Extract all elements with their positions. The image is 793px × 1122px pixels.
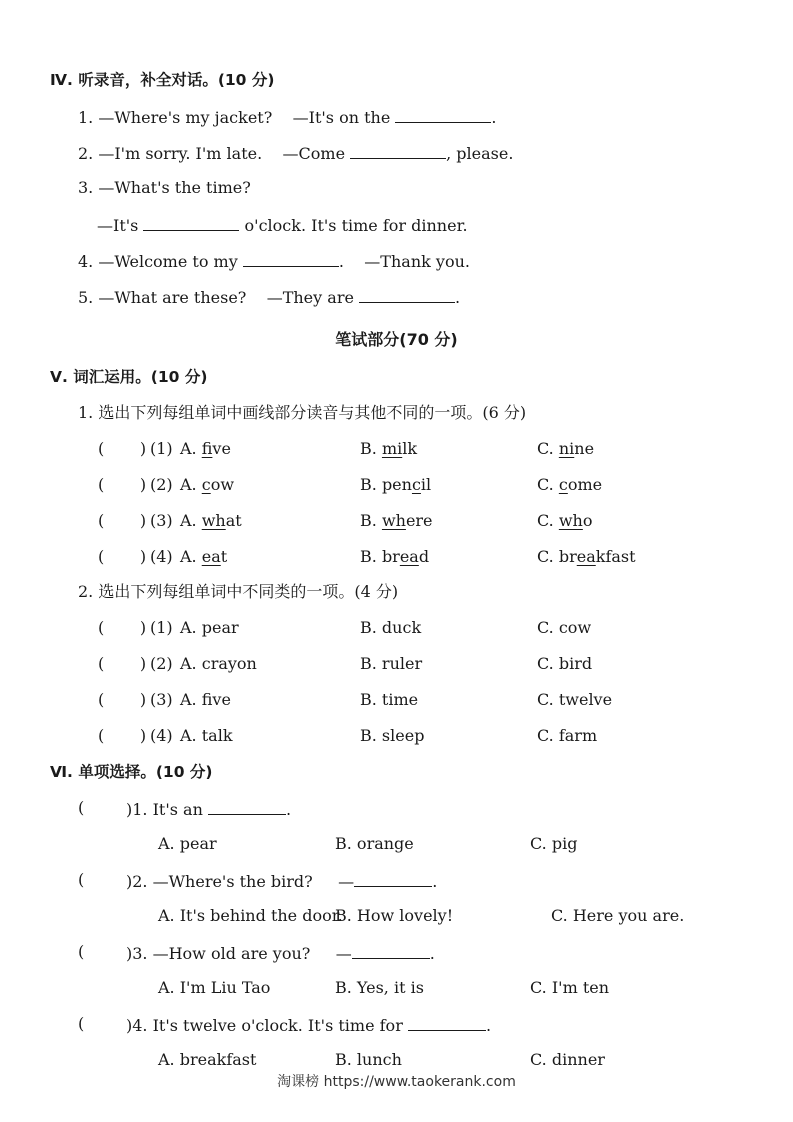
item-number: (4) [150,726,173,745]
answer-paren[interactable]: ( [78,798,85,817]
section6-title: Ⅵ. 单项选择。(10 分) [50,763,213,781]
answer-paren[interactable]: ( ) [98,618,147,637]
option-c[interactable]: C. cow [537,618,592,637]
answer-paren[interactable]: ( ) [98,654,147,673]
s4-item-3: 3. —What's the time? [78,178,251,197]
section4-title: Ⅳ. 听录音，补全对话。(10 分) [50,71,275,89]
item-number: (3) [150,511,173,530]
option-c[interactable]: C. nine [537,439,595,458]
option-a[interactable]: A. crayon [180,654,257,673]
option-a[interactable]: A. what [180,511,242,530]
option-b[interactable]: B. Yes, it is [335,978,424,997]
answer-blank[interactable] [243,250,339,267]
item-number: (2) [150,654,173,673]
answer-blank[interactable] [350,142,446,159]
s4-item-3-answer: —It's o'clock. It's time for dinner. [97,216,468,235]
option-c[interactable]: C. Here you are. [551,906,685,925]
option-a[interactable]: A. It's behind the door. [158,906,343,925]
option-a[interactable]: A. pear [180,618,239,637]
s4-item-5: 5. —What are these? —They are . [78,288,461,307]
s5-part2-title: 2. 选出下列每组单词中不同类的一项。(4 分) [78,582,399,601]
answer-blank[interactable] [208,798,286,815]
option-a[interactable]: A. pear [158,834,217,853]
option-b[interactable]: B. time [360,690,419,709]
answer-paren[interactable]: ( [78,942,85,961]
item-number: (2) [150,475,173,494]
question-3: )3. —How old are you? — . [126,944,435,963]
option-b[interactable]: B. lunch [335,1050,402,1069]
question-1: )1. It's an . [126,800,292,819]
answer-paren[interactable]: ( ) [98,511,147,530]
answer-paren[interactable]: ( ) [98,726,147,745]
option-c[interactable]: C. who [537,511,593,530]
s4-item-4: 4. —Welcome to my . —Thank you. [78,252,470,271]
section5-title: Ⅴ. 词汇运用。(10 分) [50,368,208,386]
option-c[interactable]: C. breakfast [537,547,636,566]
option-b[interactable]: B. ruler [360,654,423,673]
item-number: (1) [150,439,173,458]
question-2: )2. —Where's the bird? — . [126,872,438,891]
option-b[interactable]: B. duck [360,618,422,637]
answer-paren[interactable]: ( ) [98,547,147,566]
option-c[interactable]: C. pig [530,834,578,853]
answer-blank[interactable] [395,106,491,123]
option-c[interactable]: C. dinner [530,1050,605,1069]
option-c[interactable]: C. bird [537,654,593,673]
option-b[interactable]: B. milk [360,439,418,458]
item-number: (4) [150,547,173,566]
answer-paren[interactable]: ( ) [98,690,147,709]
written-part-title: 笔试部分(70 分) [335,330,458,349]
option-c[interactable]: C. come [537,475,603,494]
option-b[interactable]: B. where [360,511,433,530]
footer-watermark: 淘课榜 https://www.taokerank.com [277,1074,516,1090]
answer-paren[interactable]: ( [78,1014,85,1033]
option-c[interactable]: C. I'm ten [530,978,610,997]
s5-part1-title: 1. 选出下列每组单词中画线部分读音与其他不同的一项。(6 分) [78,403,527,422]
option-b[interactable]: B. orange [335,834,414,853]
option-a[interactable]: A. eat [180,547,228,566]
option-c[interactable]: C. farm [537,726,598,745]
option-a[interactable]: A. I'm Liu Tao [158,978,271,997]
item-number: (3) [150,690,173,709]
option-a[interactable]: A. talk [180,726,233,745]
option-b[interactable]: B. bread [360,547,430,566]
answer-blank[interactable] [143,214,239,231]
answer-paren[interactable]: ( ) [98,475,147,494]
question-4: )4. It's twelve o'clock. It's time for . [126,1016,492,1035]
option-b[interactable]: B. pencil [360,475,432,494]
item-number: (1) [150,618,173,637]
option-a[interactable]: A. cow [180,475,235,494]
answer-blank[interactable] [352,942,430,959]
answer-paren[interactable]: ( ) [98,439,147,458]
answer-blank[interactable] [408,1014,486,1031]
s4-item-2: 2. —I'm sorry. I'm late. —Come , please. [78,144,514,163]
option-a[interactable]: A. five [180,439,231,458]
answer-paren[interactable]: ( [78,870,85,889]
answer-blank[interactable] [359,286,455,303]
option-a[interactable]: A. five [180,690,231,709]
option-a[interactable]: A. breakfast [158,1050,257,1069]
option-b[interactable]: B. sleep [360,726,425,745]
s4-item-1: 1. —Where's my jacket? —It's on the . [78,108,497,127]
answer-blank[interactable] [354,870,432,887]
option-c[interactable]: C. twelve [537,690,613,709]
option-b[interactable]: B. How lovely! [335,906,454,925]
